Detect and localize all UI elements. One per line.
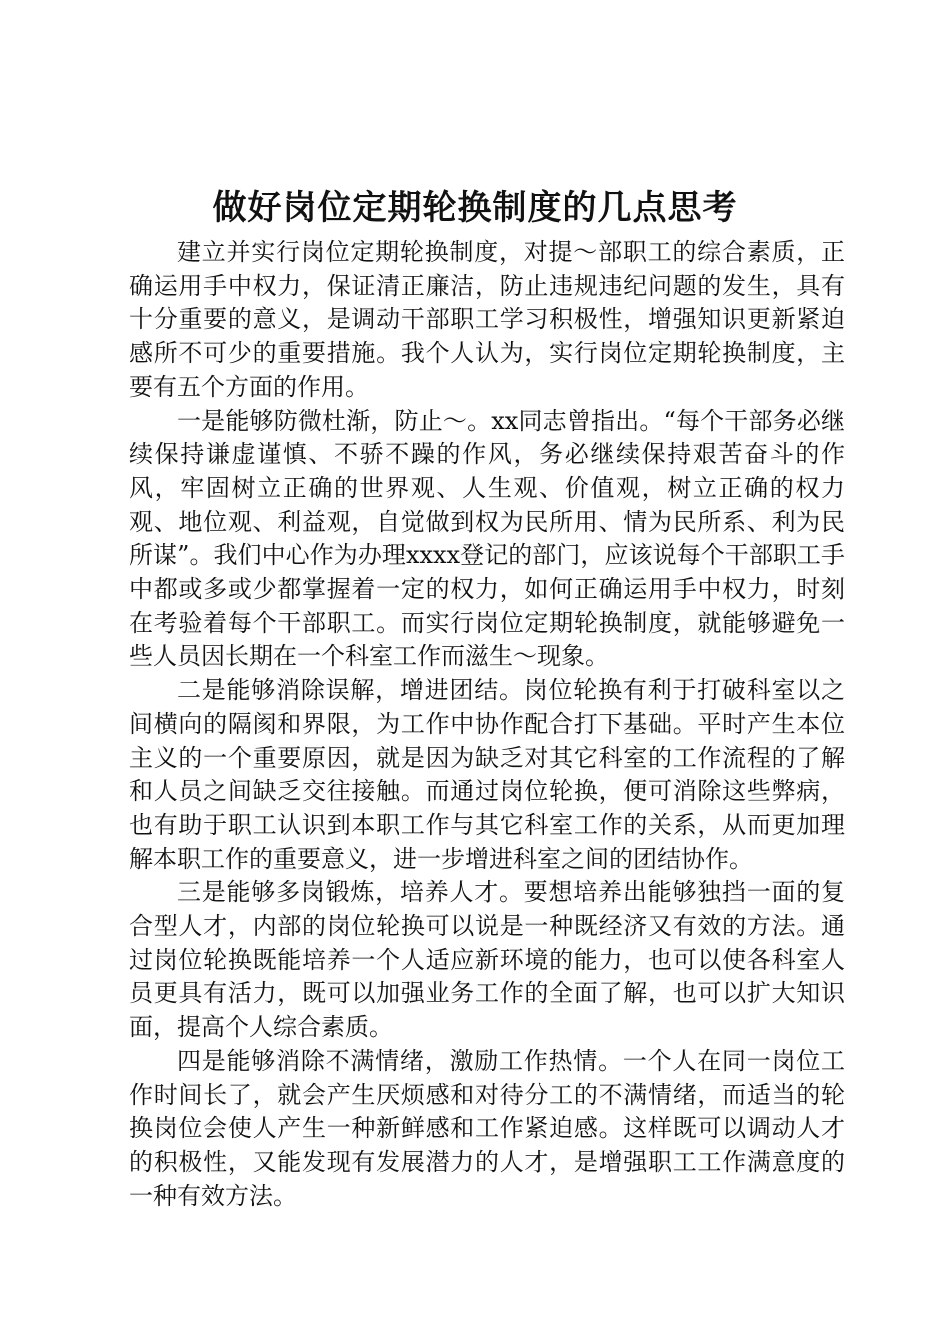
document-body: [129, 236, 845, 1213]
paragraph-intro: 建立并实行岗位定期轮换制度，对提～部职工的综合素质，正确运用手中权力，保证清正廉洁，防止违规违纪问题的发生，具有十分重要的意义，是调动干部职工学习积极性，增强知识更新紧迫感所不可少的重要措施。我个人认为，实行岗位定期轮换制度，主要有五个方面的作用。: [129, 238, 845, 401]
document-title: 做好岗位定期轮换制度的几点思考: [212, 188, 738, 228]
paragraph-point-two: 二是能够消除误解，增进团结。岗位轮换有利于打破科室以之间横向的隔阂和界限，为工作中协作配合打下基础。平时产生本位主义的一个重要原因，就是因为缺乏对其它科室的工作流程的了解和人员之间缺乏交往接触。而通过岗位轮换，便可消除这些弊病，也有助于职工认识到本职工作与其它科室工作的关系，从而更加理解本职工作的重要意义，进一步增进科室之间的团结协作。: [129, 676, 845, 873]
paragraph-point-three: 三是能够多岗锻炼，培养人才。要想培养出能够独挡一面的复合型人才，内部的岗位轮换可以说是一种既经济又有效的方法。通过岗位轮换既能培养一个人适应新环境的能力，也可以使各科室人员更具有活力，既可以加强业务工作的全面了解，也可以扩大知识面，提高个人综合素质。: [129, 878, 845, 1042]
paragraph-point-four: 四是能够消除不满情绪，激励工作热情。一个人在同一岗位工作时间长了，就会产生厌烦感和对待分工的不满情绪，而适当的轮换岗位会使人产生一种新鲜感和工作紧迫感。这样既可以调动人才的积极性，又能发现有发展潜力的人才，是增强职工工作满意度的一种有效方法。: [129, 1046, 845, 1210]
paragraph-point-one: 一是能够防微杜渐，防止～。xx同志曾指出。“每个干部务必继续保持谦虚谨慎、不骄不躁的作风，务必继续保持艰苦奋斗的作风，牢固树立正确的世界观、人生观、价值观，树立正确的权力观、地位观、利益观，自觉做到权为民所用、情为民所系、利为民所谋”。我们中心作为办理xxxx登记的部门，应该说每个干部职工手中都或多或少都掌握着一定的权力，如何正确运用手中权力，时刻在考验着每个干部职工。而实行岗位定期轮换制度，就能够避免一些人员因长期在一个科室工作而滋生～现象。: [129, 406, 845, 671]
